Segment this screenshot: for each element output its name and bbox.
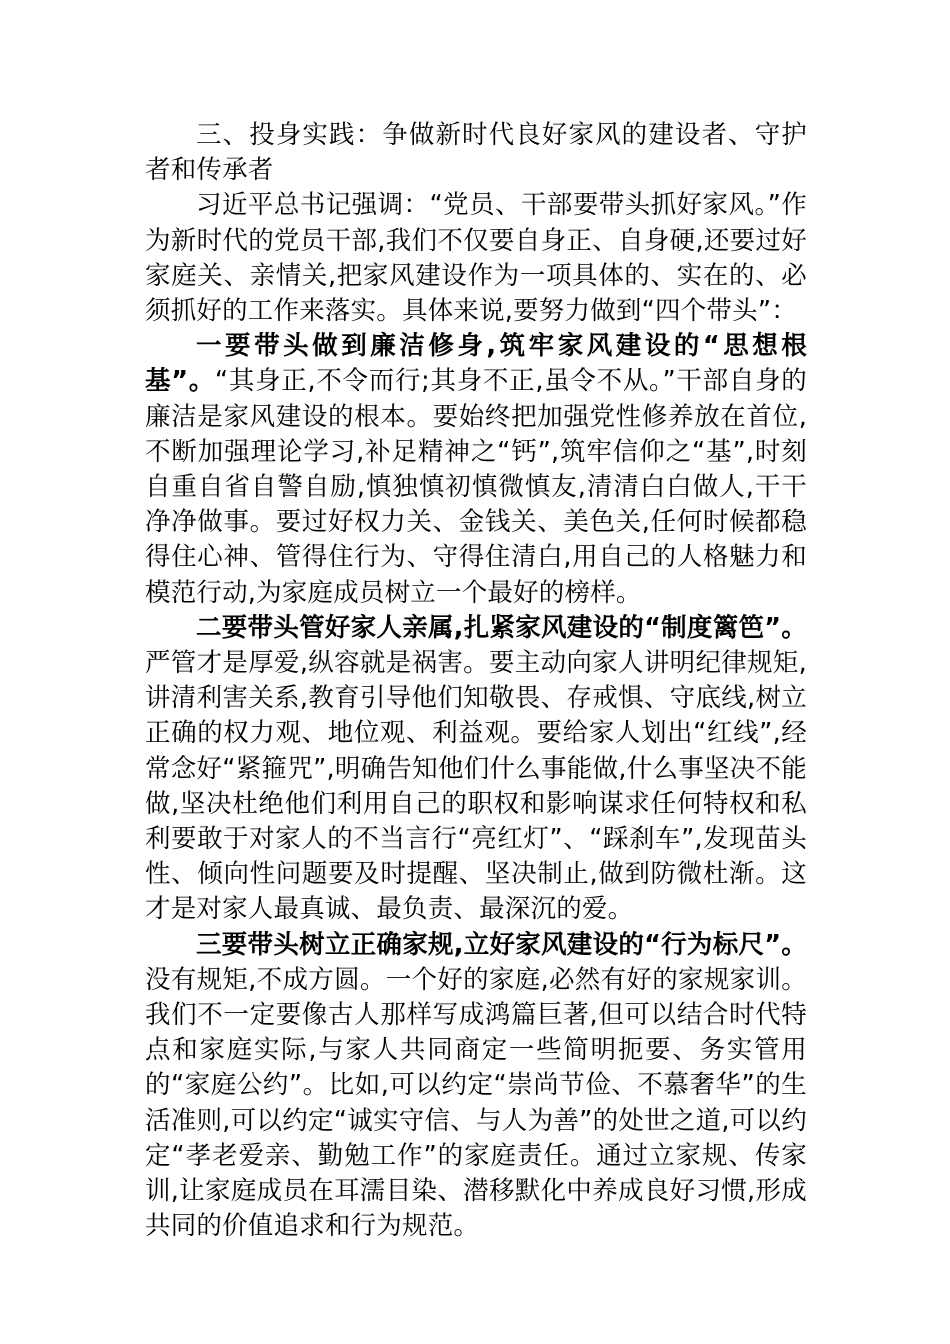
document-page [145,118,807,1245]
point-paragraph-1 [145,329,807,611]
intro-paragraph: 习近平总书记强调：“党员、干部要带头抓好家风。”作为新时代的党员干部,我们不仅要自身正、自身硬,还要过好家庭关、亲情关,把家风建设作为一项具体的、实在的、必须抓好的工作来落实。具体来说,要努力做到“四个带头”： [145,190,807,327]
point-body-2: 严管才是厚爱,纵容就是祸害。要主动向家人讲明纪律规矩,讲清利害关系,教育引导他们知敬畏、存戒惧、守底线,树立正确的权力观、地位观、利益观。要给家人划出“红线”,经常念好“紧箍咒”,明确告知他们什么事能做,什么事坚决不能做,坚决杜绝他们利用自己的职权和影响谋求任何特权和私利要敢于对家人的不当言行“亮红灯”、“踩刹车”,发现苗头性、倾向性问题要及时提醒、坚决制止,做到防微杜渐。这才是对家人最真诚、最负责、最深沉的爱。 [145,648,807,925]
section-heading: 三、投身实践：争做新时代良好家风的建设者、守护者和传承者 [145,120,807,186]
point-paragraph-2 [145,611,807,928]
point-body-3: 没有规矩,不成方圆。一个好的家庭,必然有好的家规家训。我们不一定要像古人那样写成鸿篇巨著,但可以结合时代特点和家庭实际,与家人共同商定一些简明扼要、务实管用的“家庭公约”。比如,可以约定“崇尚节俭、不慕奢华”的生活准则,可以约定“诚实守信、与人为善”的处世之道,可以约定“孝老爱亲、勤勉工作”的家庭责任。通过立家规、传家训,让家庭成员在耳濡目染、潜移默化中养成良好习惯,形成共同的价值追求和行为规范。 [145,964,807,1242]
point-lead-2: 二要带头管好家人亲属,扎紧家风建设的“制度篱笆”。 [196,612,807,643]
point-lead-3: 三要带头树立正确家规,立好家风建设的“行为标尺”。 [196,929,807,960]
point-body-1: “其身正,不令而行;其身不正,虽令不从。”干部自身的廉洁是家风建设的根本。要始终把加强党性修养放在首位,不断加强理论学习,补足精神之“钙”,筑牢信仰之“基”,时刻自重自省自警自励,慎独慎初慎微慎友,清清白白做人,干干净净做事。要过好权力关、金钱关、美色关,任何时候都稳得住心神、管得住行为、守得住清白,用自己的人格魅力和模范行动,为家庭成员树立一个最好的榜样。 [145,366,807,608]
point-paragraph-3 [145,928,807,1245]
point-lead-1: 一要带头做到廉洁修身,筑牢家风建设的“思想根基”。 [145,331,807,397]
